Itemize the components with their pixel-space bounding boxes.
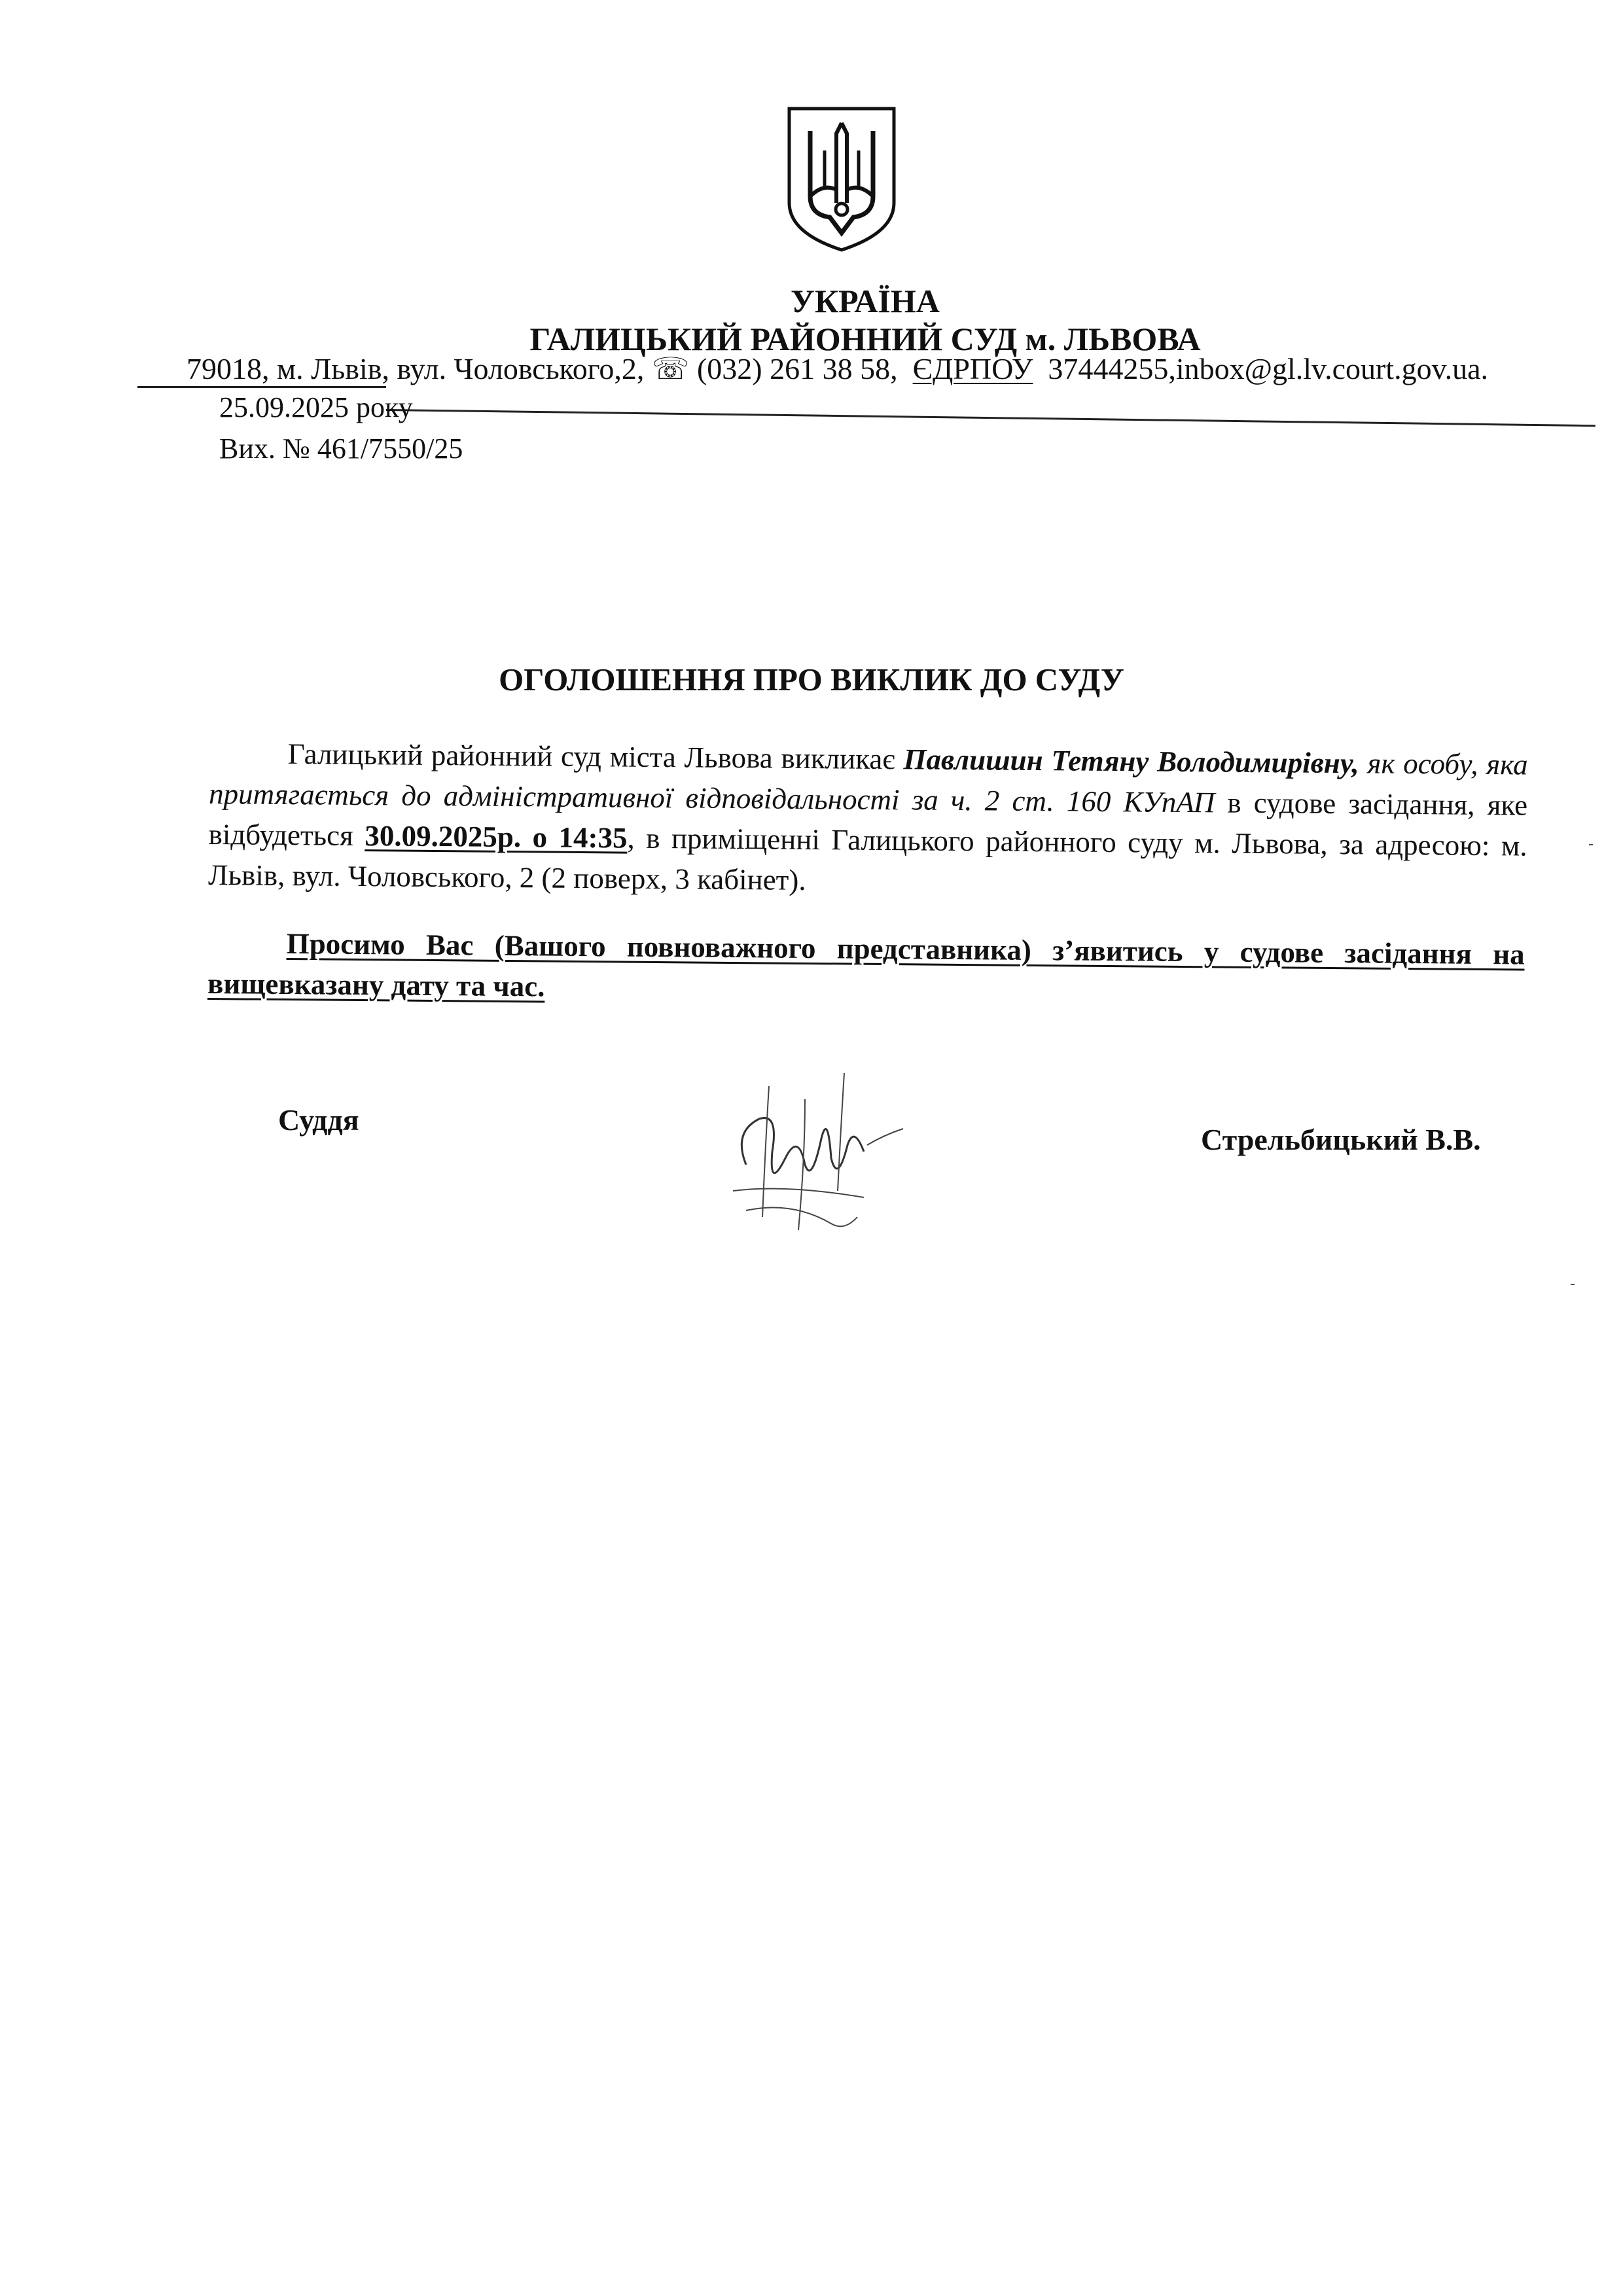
notice-title: ОГОЛОШЕННЯ ПРО ВИКЛИК ДО СУДУ bbox=[499, 662, 1124, 698]
header-divider-left bbox=[137, 386, 386, 388]
court-address: 79018, м. Львів, вул. Чоловського,2, bbox=[187, 352, 645, 385]
court-name-heading: ГАЛИЦЬКИЙ РАЙОННИЙ СУД м. ЛЬВОВА bbox=[529, 321, 1201, 357]
edrpou-label: ЄДРПОУ bbox=[912, 352, 1033, 385]
summons-middle: в судове засідання, яке відбудеться bbox=[208, 786, 1528, 853]
hearing-datetime: 30.09.2025р. о 14:35 bbox=[365, 819, 628, 855]
country-heading: УКРАЇНА bbox=[791, 283, 940, 319]
judge-label: Суддя bbox=[278, 1103, 359, 1137]
scan-speck bbox=[1571, 1284, 1575, 1285]
outgoing-date: 25.09.2025 року bbox=[219, 391, 413, 423]
court-contact-line bbox=[187, 351, 1488, 387]
court-phone: (032) 261 38 58, bbox=[696, 352, 898, 385]
judge-name: Стрельбицький В.В. bbox=[1201, 1123, 1481, 1156]
outgoing-number: Вих. № 461/7550/25 bbox=[219, 433, 463, 465]
summons-paragraph bbox=[208, 733, 1528, 907]
header-divider bbox=[386, 409, 1596, 427]
summoned-person: Павлишин Тетяну Володимирівну, bbox=[903, 743, 1359, 780]
judge-signature bbox=[707, 1060, 916, 1256]
edrpou-and-email: 37444255,inbox@gl.lv.court.gov.ua. bbox=[1048, 352, 1489, 385]
scan-speck bbox=[1589, 844, 1593, 845]
summons-location: , в приміщенні Галицького районного суду м. Львова, за адресою: м. Львів, вул. Чоловського, 2 (2 поверх, 3 кабінет). bbox=[207, 821, 1527, 896]
summons-intro: Галицький районний суд міста Львова викликає bbox=[287, 737, 904, 776]
telephone-icon: ☏ bbox=[651, 352, 690, 385]
appearance-request: Просимо Вас (Вашого повноважного представника) з’явитись у судове засідання на вищевказану дату та час. bbox=[207, 927, 1525, 1003]
trident-coat-of-arms-icon bbox=[784, 105, 899, 254]
summoned-role: як особу, яка притягається до адміністративної відповідальності за ч. 2 ст. 160 КУпАП bbox=[208, 747, 1528, 819]
